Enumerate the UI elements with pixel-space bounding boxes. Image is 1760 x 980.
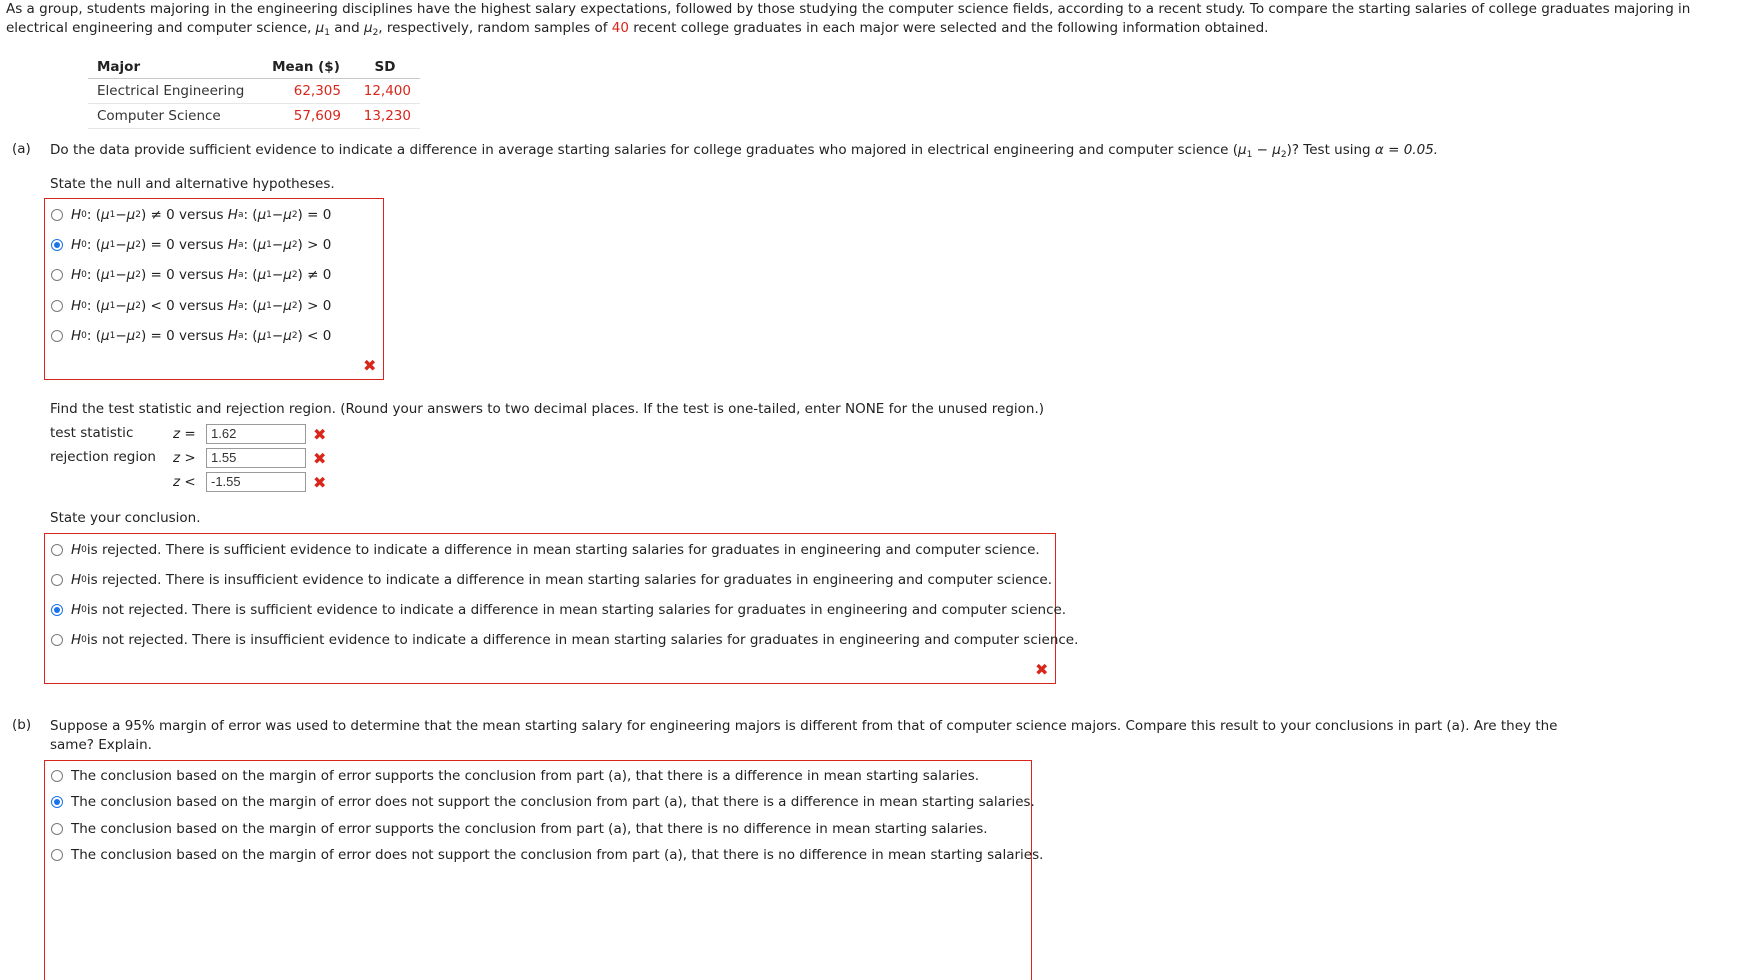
incorrect-icon: ✖: [313, 473, 327, 492]
radio-button[interactable]: [51, 209, 63, 221]
rejection-region-label: rejection region: [50, 449, 156, 465]
part-b-option-3[interactable]: The conclusion based on the margin of error supports the conclusion from part (a), that there is no difference in mean starting salaries.: [51, 821, 988, 837]
part-a-question: Do the data provide sufficient evidence to indicate a difference in average starting salaries for college graduates who majored in electrical engineering and computer science $(\mu_1 - \mu_2)$? Test using α = 0.05.: [50, 142, 1439, 160]
table-row: [88, 79, 420, 104]
table-header-row: [88, 56, 420, 79]
radio-button[interactable]: [51, 770, 63, 782]
conclusion-option-1[interactable]: H 0 is rejected. There is sufficient evidence to indicate a difference in mean starting salaries for graduates in engineering and computer science.: [51, 542, 1040, 558]
radio-button-selected[interactable]: [51, 604, 63, 616]
mean-cell: 57,609: [262, 104, 350, 129]
radio-button[interactable]: [51, 849, 63, 861]
part-a-label: (a): [12, 141, 31, 157]
hypotheses-prompt: State the null and alternative hypotheses.: [50, 176, 335, 192]
test-prompt: Find the test statistic and rejection region. (Round your answers to two decimal places. If the test is one-tailed, enter NONE for the unused region.): [50, 401, 1045, 417]
incorrect-icon: ✖: [363, 356, 377, 375]
conclusion-option-4[interactable]: H 0 is not rejected. There is insufficient evidence to indicate a difference in mean starting salaries for graduates in engineering and computer science.: [51, 632, 1078, 648]
table-row: [88, 104, 420, 129]
radio-button[interactable]: [51, 300, 63, 312]
part-b-option-4[interactable]: The conclusion based on the margin of error does not support the conclusion from part (a), that there is no difference in mean starting salaries.: [51, 847, 1043, 863]
column-header: SD: [350, 56, 420, 79]
part-b-option-1[interactable]: The conclusion based on the margin of error supports the conclusion from part (a), that there is a difference in mean starting salaries.: [51, 768, 979, 784]
rejection-upper-input[interactable]: 1.55: [206, 448, 306, 468]
hypotheses-box: [44, 198, 384, 380]
problem-intro: As a group, students majoring in the engineering disciplines have the highest salary expectations, followed by those studying the computer science fields, according to a recent study. To compare the starting salaries of college graduates majoring in electrical engineering and computer science, $\mu_1$ and $\mu_2$, respectively, random samples of 40 recent college graduates in each major were selected and the following information obtained.: [6, 1, 1691, 38]
major-cell: Computer Science: [88, 104, 262, 129]
radio-button[interactable]: [51, 269, 63, 281]
conclusion-option-2[interactable]: H 0 is rejected. There is insufficient evidence to indicate a difference in mean starting salaries for graduates in engineering and computer science.: [51, 572, 1052, 588]
hypothesis-option-4[interactable]: H 0 : ( μ 1 − μ 2 ) < 0 versus H a : ( μ 1 − μ 2 ) > 0: [51, 298, 331, 314]
z-less-label: z <: [173, 474, 196, 490]
test-statistic-label: test statistic: [50, 425, 134, 441]
z-equals-label: z =: [173, 426, 196, 442]
conclusion-box: [44, 533, 1079, 684]
rejection-lower-input[interactable]: -1.55: [206, 472, 306, 492]
radio-button[interactable]: [51, 574, 63, 586]
salary-table: [88, 56, 420, 129]
radio-button[interactable]: [51, 823, 63, 835]
part-b-option-2[interactable]: The conclusion based on the margin of error does not support the conclusion from part (a), that there is a difference in mean starting salaries.: [51, 794, 1035, 810]
incorrect-icon: ✖: [313, 449, 327, 468]
test-statistic-input[interactable]: 1.62: [206, 424, 306, 444]
sd-cell: 13,230: [350, 104, 420, 129]
radio-button-selected[interactable]: [51, 796, 63, 808]
conclusion-option-3[interactable]: H 0 is not rejected. There is sufficient evidence to indicate a difference in mean starting salaries for graduates in engineering and computer science.: [51, 602, 1066, 618]
radio-button[interactable]: [51, 544, 63, 556]
hypothesis-option-1[interactable]: H 0 : ( μ 1 − μ 2 ) ≠ 0 versus H a : ( μ 1 − μ 2 ) = 0: [51, 207, 331, 223]
column-header: Major: [88, 56, 262, 79]
hypothesis-option-3[interactable]: H 0 : ( μ 1 − μ 2 ) = 0 versus H a : ( μ 1 − μ 2 ) ≠ 0: [51, 267, 331, 283]
radio-button[interactable]: [51, 634, 63, 646]
part-b-box: [44, 760, 1044, 980]
sample-size: 40: [611, 20, 629, 36]
major-cell: Electrical Engineering: [88, 79, 262, 104]
part-b-question: Suppose a 95% margin of error was used to determine that the mean starting salary for engineering majors is different from that of computer science majors. Compare this result to your conclusions in part (a). Are they the same? Explain.: [50, 718, 1558, 753]
sd-cell: 12,400: [350, 79, 420, 104]
incorrect-icon: ✖: [1035, 660, 1049, 679]
mean-cell: 62,305: [262, 79, 350, 104]
radio-button-selected[interactable]: [51, 239, 63, 251]
incorrect-icon: ✖: [313, 425, 327, 444]
part-b-label: (b): [12, 717, 32, 733]
conclusion-prompt: State your conclusion.: [50, 510, 201, 526]
column-header: Mean ($): [262, 56, 350, 79]
radio-button[interactable]: [51, 330, 63, 342]
z-greater-label: z >: [173, 450, 196, 466]
hypothesis-option-2[interactable]: H 0 : ( μ 1 − μ 2 ) = 0 versus H a : ( μ 1 − μ 2 ) > 0: [51, 237, 331, 253]
hypothesis-option-5[interactable]: H 0 : ( μ 1 − μ 2 ) = 0 versus H a : ( μ 1 − μ 2 ) < 0: [51, 328, 331, 344]
